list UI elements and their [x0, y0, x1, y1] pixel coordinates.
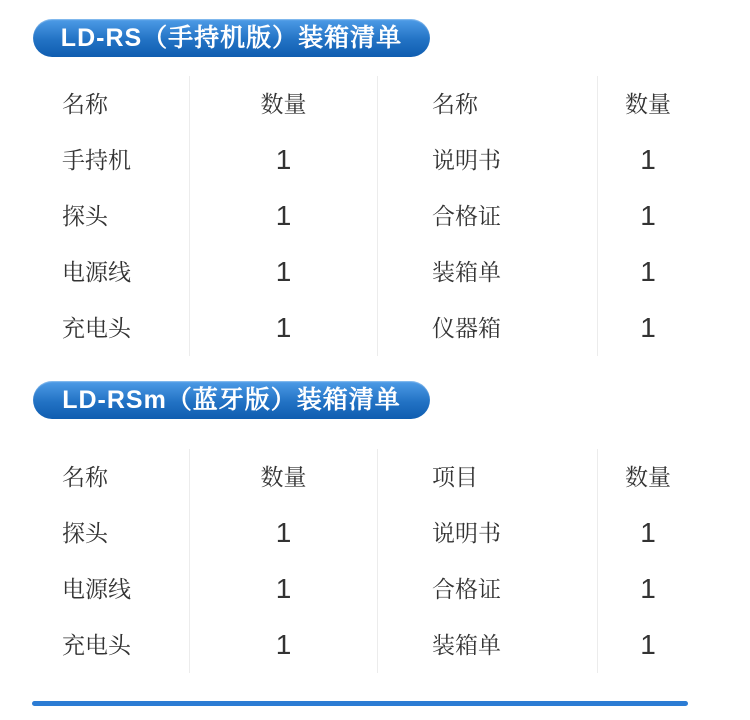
table-cell: 1 — [190, 505, 378, 561]
table-cell: 充电头 — [35, 300, 190, 356]
table-cell: 电源线 — [35, 561, 190, 617]
table-cell: 探头 — [35, 505, 190, 561]
table-cell: 1 — [190, 300, 378, 356]
column-header: 项目 — [378, 449, 598, 505]
table-cell: 1 — [640, 200, 656, 231]
table-cell: 说明书 — [378, 505, 598, 561]
column-header: 数量 — [625, 463, 671, 490]
column-header: 数量 — [190, 449, 378, 505]
table-cell: 仪器箱 — [378, 300, 598, 356]
table-cell: 1 — [640, 629, 656, 660]
banner-ld-rs-title: LD-RS（手持机版）装箱清单 — [60, 24, 403, 52]
table-cell: 充电头 — [35, 617, 190, 673]
table-cell: 1 — [640, 144, 656, 175]
table-cell: 说明书 — [378, 132, 598, 188]
column-header: 名称 — [35, 449, 190, 505]
table-cell: 1 — [190, 132, 378, 188]
table-cell: 1 — [640, 256, 656, 287]
packing-table-ld-rsm — [35, 449, 698, 673]
next-section-banner-edge — [32, 701, 688, 706]
table-cell: 合格证 — [378, 561, 598, 617]
table-cell: 装箱单 — [378, 244, 598, 300]
column-header: 数量 — [190, 76, 378, 132]
banner-ld-rsm-title: LD-RSm（蓝牙版）装箱清单 — [62, 386, 401, 414]
banner-ld-rsm — [33, 381, 430, 419]
column-header: 名称 — [378, 76, 598, 132]
table-cell: 合格证 — [378, 188, 598, 244]
column-header: 名称 — [35, 76, 190, 132]
table-cell: 1 — [190, 617, 378, 673]
table-cell: 电源线 — [35, 244, 190, 300]
table-cell: 1 — [640, 517, 656, 548]
table-cell: 探头 — [35, 188, 190, 244]
table-cell: 装箱单 — [378, 617, 598, 673]
column-header: 数量 — [625, 90, 671, 117]
table-cell: 手持机 — [35, 132, 190, 188]
table-cell: 1 — [190, 188, 378, 244]
table-cell: 1 — [190, 244, 378, 300]
table-cell: 1 — [640, 312, 656, 343]
packing-table-ld-rs — [35, 76, 698, 356]
banner-ld-rs — [33, 19, 430, 57]
table-cell: 1 — [190, 561, 378, 617]
table-cell: 1 — [640, 573, 656, 604]
